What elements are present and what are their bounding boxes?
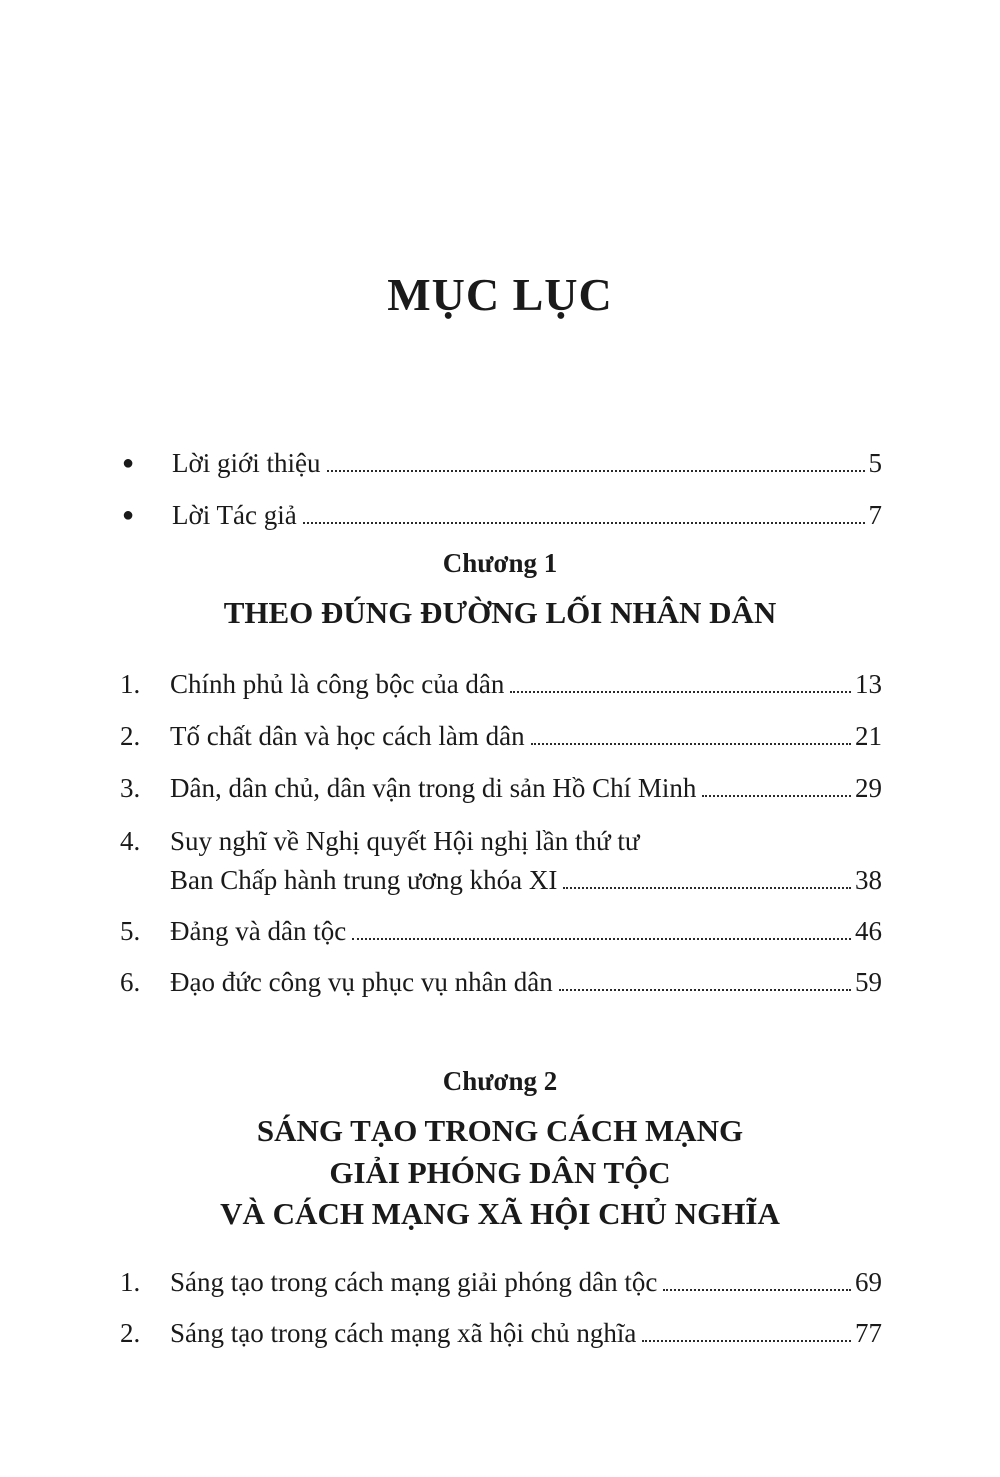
toc-entry-ch1-3[interactable] xyxy=(120,768,882,808)
toc-entry-number: 6. xyxy=(120,967,141,997)
toc-entry-label: Sáng tạo trong cách mạng xã hội chủ nghĩa xyxy=(170,1318,637,1348)
chapter-2-title-line2: GIẢI PHÓNG DÂN TỘC xyxy=(329,1155,671,1190)
toc-entry-number: 1. xyxy=(120,669,141,699)
chapter-2-title-line1: SÁNG TẠO TRONG CÁCH MẠNG xyxy=(256,1113,744,1148)
toc-entry-page: 5 xyxy=(868,448,882,478)
toc-entry-number: 3. xyxy=(120,773,141,803)
toc-entry-ch1-4-line1[interactable] xyxy=(120,821,882,861)
toc-entry-ch1-4-line2[interactable] xyxy=(120,860,882,900)
bullet-icon: ● xyxy=(122,504,135,526)
chapter-2-title-line3: VÀ CÁCH MẠNG XÃ HỘI CHỦ NGHĨA xyxy=(220,1196,780,1231)
toc-entry-label: Ban Chấp hành trung ương khóa XI xyxy=(170,865,558,895)
toc-entry-front-2[interactable] xyxy=(120,495,882,535)
toc-entry-ch2-2[interactable] xyxy=(120,1313,882,1353)
toc-entry-page: 59 xyxy=(855,967,882,997)
chapter-2-label: Chương 2 xyxy=(442,1066,558,1096)
dot-leader xyxy=(510,691,851,693)
toc-entry-number: 2. xyxy=(120,1318,141,1348)
toc-entry-number: 4. xyxy=(120,826,141,856)
page-title: MỤC LỤC xyxy=(387,269,613,320)
dot-leader xyxy=(702,795,851,797)
toc-entry-page: 29 xyxy=(855,773,882,803)
toc-entry-ch1-1[interactable] xyxy=(120,664,882,704)
toc-entry-page: 46 xyxy=(855,916,882,946)
toc-entry-number: 5. xyxy=(120,916,141,946)
toc-entry-front-1[interactable] xyxy=(120,443,882,483)
toc-entry-page: 21 xyxy=(855,721,882,751)
toc-entry-ch1-5[interactable] xyxy=(120,911,882,951)
toc-entry-page: 7 xyxy=(868,500,882,530)
dot-leader xyxy=(327,470,865,472)
dot-leader xyxy=(352,938,851,940)
toc-entry-ch1-6[interactable] xyxy=(120,962,882,1002)
toc-entry-label: Lời giới thiệu xyxy=(172,448,321,478)
bullet-icon: ● xyxy=(122,452,135,474)
toc-entry-label: Lời Tác giả xyxy=(172,500,297,530)
dot-leader xyxy=(563,887,851,889)
toc-entry-page: 38 xyxy=(855,865,882,895)
toc-entry-page: 69 xyxy=(855,1267,882,1297)
toc-entry-ch2-1[interactable] xyxy=(120,1262,882,1302)
toc-entry-label: Tố chất dân và học cách làm dân xyxy=(170,721,525,751)
toc-entry-label-line1: Suy nghĩ về Nghị quyết Hội nghị lần thứ tư xyxy=(170,826,640,856)
toc-entry-page: 77 xyxy=(855,1318,882,1348)
toc-entry-number: 1. xyxy=(120,1267,141,1297)
chapter-1-title: THEO ĐÚNG ĐƯỜNG LỐI NHÂN DÂN xyxy=(223,595,777,630)
dot-leader xyxy=(531,743,851,745)
dot-leader xyxy=(559,989,851,991)
dot-leader xyxy=(663,1289,851,1291)
toc-entry-label: Đạo đức công vụ phục vụ nhân dân xyxy=(170,967,553,997)
chapter-1-label: Chương 1 xyxy=(442,548,558,578)
toc-entry-label: Chính phủ là công bộc của dân xyxy=(170,669,505,699)
toc-entry-number: 2. xyxy=(120,721,141,751)
toc-entry-page: 13 xyxy=(855,669,882,699)
toc-entry-label: Dân, dân chủ, dân vận trong di sản Hồ Chí Minh xyxy=(170,773,697,803)
toc-entry-label: Sáng tạo trong cách mạng giải phóng dân tộc xyxy=(170,1267,658,1297)
toc-entry-label: Đảng và dân tộc xyxy=(170,916,347,946)
dot-leader xyxy=(642,1340,851,1342)
toc-entry-ch1-2[interactable] xyxy=(120,716,882,756)
dot-leader xyxy=(303,522,865,524)
